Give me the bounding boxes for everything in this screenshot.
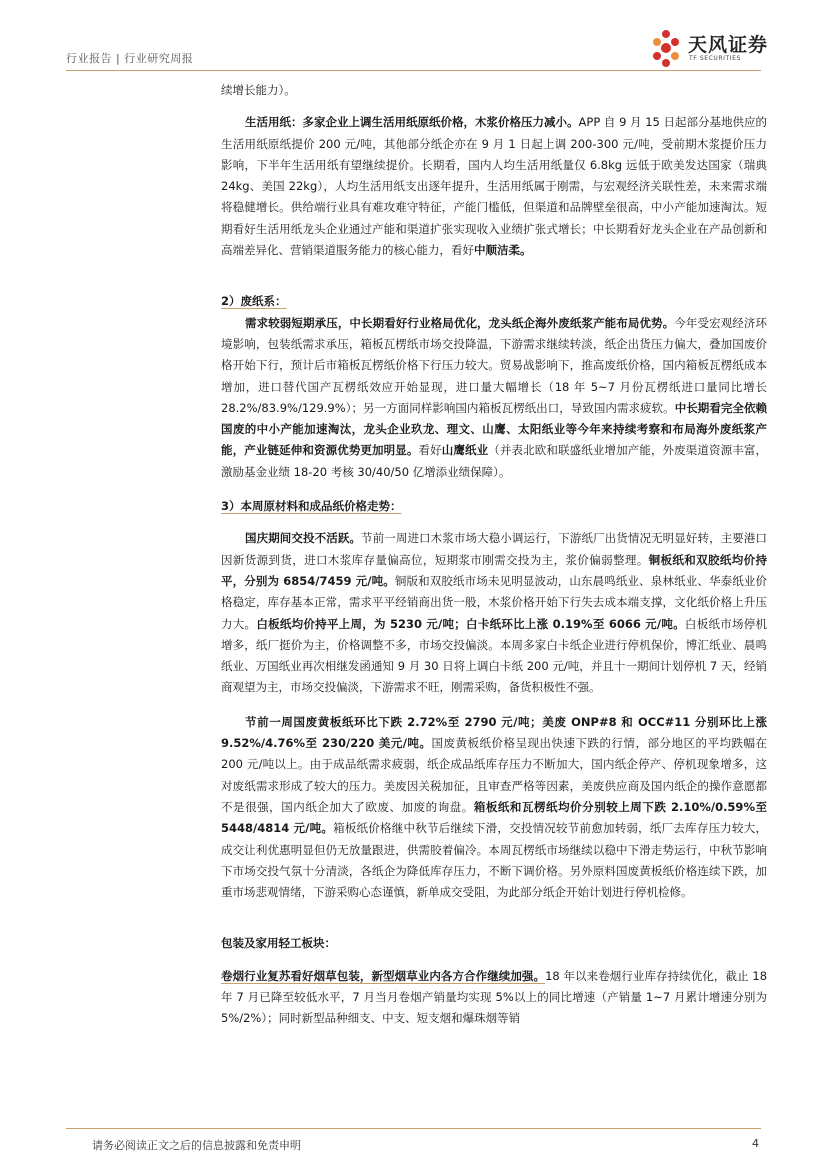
household-paper-heading: 生活用纸：多家企业上调生活用纸原纸价格，木浆价格压力减小。 [245,115,579,130]
report-body [221,80,767,1030]
tobacco-heading: 卷烟行业复苏看好烟草包装，新型烟草业内各方合作继续加强。 [221,968,546,983]
paragraph-tobacco [221,966,767,1030]
report-type-label: 行业报告 | 行业研究周报 [66,52,194,65]
waste-paper-outlook: 中长期看完全依赖国废的中小产能加速淘汰，龙头企业玖龙、理文、山鹰、太阳纸业等今年来持续考察和布局海外废纸浆产能，产业链延伸和资源优势更加明显。 [221,400,768,458]
footer-disclaimer: 请务必阅读正文之后的信息披露和免责申明 [92,1139,301,1152]
footer-divider [66,1128,761,1129]
logo-text-en: TF SECURITIES [689,55,741,62]
section-price-trend-title: 3）本周原材料和成品纸价格走势： [221,499,402,514]
waste-price-heading: 节前一周国废黄板纸环比下跌 2.72%至 2790 元/吨；美废 ONP#8 和 OCC#11 分别环比上涨 9.52%/4.76%至 230/220 美元/吨。 [221,714,767,751]
household-paper-text: APP 自 9 月 15 日起部分基地供应的生活用纸原纸提价 200 元/吨，其他部分纸企亦在 9 月 1 日起上调 200-300 元/吨，受前期木浆提价压力影响，下半年生活用纸有望继续提价。长期看，国内人均生活用纸量仅 6.8kg 远低于欧美发达国家（瑞典 24kg、美国 22kg），人均生活用纸支出逐年提升，生活用纸属于刚需，与宏观经济关联性差，未来需求端将稳健增长。供给端行业具有难攻难守特征，产能门槛低，但渠道和品牌壁垒很高，中小产能加速淘汰。短期看好生活用纸龙头企业通过产能和渠道扩张实现收入业绩扩张式增长；中长期看好龙头企业在产品创新和高端差异化、营销渠道服务能力的核心能力，看好 [221,115,768,258]
header-divider [66,70,761,71]
price-trend-heading: 国庆期间交投不活跃。 [245,531,362,546]
page-header [0,0,827,72]
logo-text-cn: 天风证券 [688,34,769,56]
section-packaging-title: 包装及家用轻工板块： [221,936,336,951]
tobacco-text: 18 年以来卷烟行业库存持续优化，截止 18 年 7 月已降至较低水平，7 月当月卷烟产销量均实现 5%以上的同比增速（产销量 1~7 月累计增速分别为 5%/2%）；同时新型品种细支、中支、短支烟和爆珠烟等销 [221,968,768,1026]
paragraph-waste-paper [221,313,767,483]
waste-price-text: 国废黄板纸价格呈现出快速下跌的行情，部分地区的平均跌幅在 200 元/吨以上。由于成品纸需求疲弱，纸企成品纸库存压力不断加大，国内纸企停产、停机现象增多，这对废纸需求形成了较大的压力。美废因关税加征，且审查严格等因素，美废供应商及国内纸企的操作意愿都不是很强，国内纸企加大了欧废、加废的询盘。 [221,736,767,814]
containerboard-price: 箱板纸和瓦楞纸均价分别较上周下跌 2.10%/0.59%至 5448/4814 元/吨。 [221,799,767,836]
waste-paper-pick: 山鹰纸业 [441,443,489,458]
page-number: 4 [752,1137,759,1150]
price-trend-text-3: 白板纸市场停机增多，纸厂挺价为主，价格调整不多，市场交投偏淡。本周多家白卡纸企业进行停机保价，博汇纸业、晨鸣纸业、万国纸业再次相继发函通知 9 月 30 日将上调白卡纸 200 元/吨，并且十一期间计划停机 7 天，经销商观望为主，市场交投偏淡，下游需求不旺，刚需采购，备货积极性不强。 [221,616,768,695]
waste-paper-text: 今年受宏观经济环境影响，包装纸需求承压，箱板瓦楞纸市场交投降温，下游需求继续转淡，纸企出货压力偏大，叠加国废价格开始下行，预计后市箱板瓦楞纸价格下行压力较大。贸易战影响下，推高废纸价格，国内箱板瓦楞纸成本增加，进口替代国产瓦楞纸效应开始显现，进口量大幅增长（18 年 5~7 月份瓦楞纸进口量同比增长 28.2%/83.9%/129.9%）；另一方面同样影响国内箱板瓦楞纸出口，导致国内需求疲软。 [221,315,767,415]
waste-paper-text-3: （并表北欧和联盛纸业增加产能，外废渠道资源丰富，激励基金业绩 18-20 考核 30/40/50 亿增添业绩保障）。 [221,443,768,479]
waste-paper-text-2: 看好 [418,443,442,458]
price-trend-text-2: 铜版和双胶纸市场未见明显波动，山东晨鸣纸业、泉林纸业、华泰纸业价格稳定，库存基本正常，需求平平经销商出货一般，木浆价格开始下行失去成本端支撑，文化纸价格上升压力大。 [221,573,768,631]
tf-securities-logo [648,28,768,68]
section-waste-paper-title: 2）废纸系： [221,294,287,309]
waste-price-text-2: 箱板纸价格继中秋节后继续下滑，交投情况较节前愈加转弱，纸厂去库存压力较大，成交让利优惠明显但仍无放量跟进，供需胶着偏冷。本周瓦楞纸市场继续以稳中下滑走势运行，中秋节影响下市场交投气氛十分清淡，各纸企为降低库存压力，不断下调价格。另外原料国废黄板纸价格连续下跌，加重市场悲观情绪，下游采购心态谨慎，新单成交受阻，为此部分纸企开始计划进行停机检修。 [221,821,767,900]
paragraph-continued: 续增长能力）。 [221,83,296,97]
waste-paper-heading: 需求较弱短期承压，中长期看好行业格局优化，龙头纸企海外废纸浆产能布局优势。 [245,315,675,330]
paragraph-household-paper [221,112,767,261]
household-paper-pick: 中顺洁柔。 [474,243,532,258]
price-trend-text: 节前一周进口木浆市场大稳小调运行，下游纸厂出货情况无明显好转，主要港口因新货源到货，进口木浆库存量偏高位，短期浆市刚需交投为主，浆价偏弱整理。 [221,531,768,567]
logo-mark-icon [648,28,684,68]
whiteboard-price: 白板纸均价持平上周，为 5230 元/吨；白卡纸环比上涨 0.19%至 6066 元/吨。 [256,616,685,631]
paragraph-price-trend [221,528,767,698]
paragraph-waste-price [221,712,767,904]
coated-paper-price: 铜板纸和双胶纸均价持平，分别为 6854/7459 元/吨。 [221,552,768,588]
